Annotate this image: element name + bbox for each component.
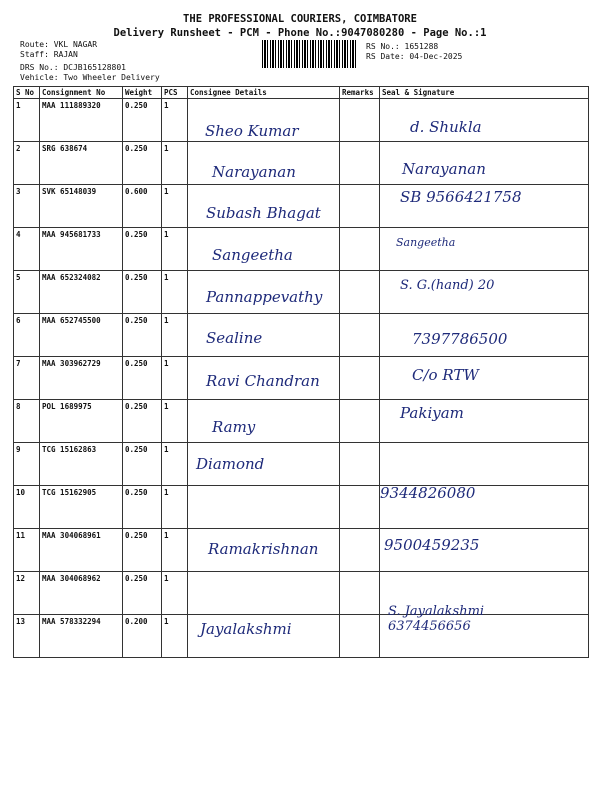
table-row <box>14 142 589 185</box>
cell-weight: 0.250 <box>123 314 162 357</box>
cell-remarks <box>340 572 380 615</box>
cell-weight: 0.250 <box>123 572 162 615</box>
cell-weight: 0.250 <box>123 529 162 572</box>
consignee-signature: Sealine <box>206 329 263 347</box>
cell-remarks <box>340 357 380 400</box>
consignee-signature: Narayanan <box>212 163 296 181</box>
cell-consignment: TCG 15162905 <box>40 486 123 529</box>
consignee-signature: Ramakrishnan <box>208 540 319 558</box>
cell-sno: 10 <box>14 486 40 529</box>
barcode-image <box>262 40 358 68</box>
cell-consignment: MAA 652324082 <box>40 271 123 314</box>
cell-weight: 0.250 <box>123 443 162 486</box>
cell-weight: 0.600 <box>123 185 162 228</box>
table-row <box>14 400 589 443</box>
consignee-signature: Sheo Kumar <box>205 122 299 140</box>
consignee-signature: Subash Bhagat <box>206 204 321 222</box>
seal-signature: C/o RTW <box>412 366 479 384</box>
cell-remarks <box>340 400 380 443</box>
seal-signature: 7397786500 <box>412 330 508 348</box>
cell-sno: 2 <box>14 142 40 185</box>
cell-weight: 0.250 <box>123 400 162 443</box>
cell-weight: 0.250 <box>123 357 162 400</box>
cell-pcs: 1 <box>162 486 188 529</box>
table-row <box>14 486 589 529</box>
cell-consignment: MAA 304068962 <box>40 572 123 615</box>
cell-weight: 0.250 <box>123 271 162 314</box>
col-sno: S No <box>14 87 40 99</box>
cell-pcs: 1 <box>162 357 188 400</box>
runsheet-subtitle: Delivery Runsheet - PCM - Phone No.:9047080280 - Page No.:1 <box>113 27 487 39</box>
rs-date: RS Date: 04-Dec-2025 <box>366 52 463 61</box>
seal-signature: Sangeetha <box>396 236 456 249</box>
cell-consignee <box>188 572 340 615</box>
cell-remarks <box>340 271 380 314</box>
vehicle-label: Vehicle: Two Wheeler Delivery <box>20 73 160 82</box>
consignee-signature: Jayalakshmi <box>200 620 292 638</box>
cell-pcs: 1 <box>162 615 188 658</box>
cell-consignment: MAA 945681733 <box>40 228 123 271</box>
seal-signature: 9344826080 <box>380 484 476 502</box>
col-consignment: Consignment No <box>40 87 123 99</box>
cell-pcs: 1 <box>162 572 188 615</box>
cell-weight: 0.250 <box>123 142 162 185</box>
cell-weight: 0.250 <box>123 228 162 271</box>
seal-signature: 9500459235 <box>384 536 480 554</box>
table-row <box>14 443 589 486</box>
cell-weight: 0.250 <box>123 486 162 529</box>
drs-number: DRS No.: DCJB165128801 <box>20 63 126 72</box>
col-consignee: Consignee Details <box>188 87 340 99</box>
cell-consignment: POL 1689975 <box>40 400 123 443</box>
cell-seal <box>380 228 589 271</box>
cell-remarks <box>340 228 380 271</box>
seal-signature: Pakiyam <box>400 404 464 422</box>
cell-consignment: SVK 65148039 <box>40 185 123 228</box>
cell-remarks <box>340 486 380 529</box>
cell-sno: 13 <box>14 615 40 658</box>
cell-pcs: 1 <box>162 443 188 486</box>
cell-pcs: 1 <box>162 529 188 572</box>
cell-sno: 8 <box>14 400 40 443</box>
cell-consignee <box>188 400 340 443</box>
cell-remarks <box>340 443 380 486</box>
cell-consignment: MAA 652745500 <box>40 314 123 357</box>
cell-remarks <box>340 529 380 572</box>
route-label: Route: VKL NAGAR <box>20 40 98 49</box>
cell-seal <box>380 357 589 400</box>
consignee-signature: Ravi Chandran <box>206 372 320 390</box>
table-header-row <box>14 87 589 99</box>
cell-sno: 7 <box>14 357 40 400</box>
cell-sno: 11 <box>14 529 40 572</box>
consignee-signature: Pannappevathy <box>206 288 323 306</box>
cell-sno: 4 <box>14 228 40 271</box>
cell-consignment: MAA 111889320 <box>40 99 123 142</box>
cell-consignment: MAA 578332294 <box>40 615 123 658</box>
cell-pcs: 1 <box>162 99 188 142</box>
cell-remarks <box>340 99 380 142</box>
seal-signature: S. Jayalakshmi 6374456656 <box>388 604 485 634</box>
cell-pcs: 1 <box>162 142 188 185</box>
cell-remarks <box>340 615 380 658</box>
consignee-signature: Ramy <box>212 418 256 436</box>
col-seal: Seal & Signature <box>380 87 589 99</box>
seal-signature: d. Shukla <box>410 118 482 136</box>
cell-sno: 12 <box>14 572 40 615</box>
staff-label: Staff: RAJAN <box>20 50 78 59</box>
cell-consignment: MAA 303962729 <box>40 357 123 400</box>
cell-consignee <box>188 486 340 529</box>
cell-pcs: 1 <box>162 400 188 443</box>
seal-signature: Narayanan <box>402 160 486 178</box>
consignee-signature: Sangeetha <box>212 246 293 264</box>
seal-signature: S. G.(hand) 20 <box>400 278 495 293</box>
cell-remarks <box>340 185 380 228</box>
cell-seal <box>380 443 589 486</box>
cell-sno: 5 <box>14 271 40 314</box>
table-row <box>14 228 589 271</box>
col-pcs: PCS <box>162 87 188 99</box>
cell-consignment: TCG 15162863 <box>40 443 123 486</box>
cell-sno: 3 <box>14 185 40 228</box>
table-row <box>14 99 589 142</box>
cell-remarks <box>340 314 380 357</box>
cell-pcs: 1 <box>162 185 188 228</box>
cell-sno: 6 <box>14 314 40 357</box>
cell-pcs: 1 <box>162 314 188 357</box>
cell-sno: 1 <box>14 99 40 142</box>
cell-consignment: MAA 304068961 <box>40 529 123 572</box>
rs-number: RS No.: 1651288 <box>366 42 439 51</box>
cell-consignment: SRG 638674 <box>40 142 123 185</box>
cell-pcs: 1 <box>162 228 188 271</box>
consignee-signature: Diamond <box>196 455 265 473</box>
col-remarks: Remarks <box>340 87 380 99</box>
cell-pcs: 1 <box>162 271 188 314</box>
seal-signature: SB 9566421758 <box>400 188 522 206</box>
cell-remarks <box>340 142 380 185</box>
col-weight: Weight <box>123 87 162 99</box>
company-title: THE PROFESSIONAL COURIERS, COIMBATORE <box>183 13 417 25</box>
cell-weight: 0.200 <box>123 615 162 658</box>
cell-sno: 9 <box>14 443 40 486</box>
cell-weight: 0.250 <box>123 99 162 142</box>
